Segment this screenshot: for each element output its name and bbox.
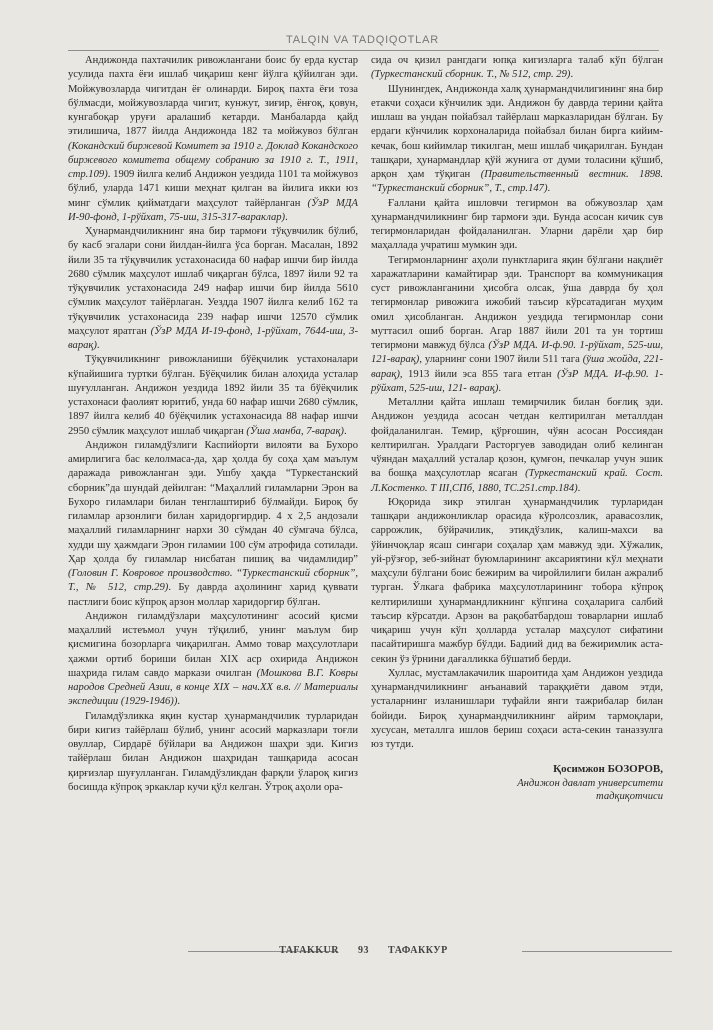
paragraph-text: Ғаллани қайта ишловчи тегирмон ва обжувозлар ҳам ҳунармандчиликнинг бир тармоғи эди. Бунда асосан кичик сув тегирмонларидан фойдаланилган. Уларни дарёли ҳар бир маҳаллада учратиш мумкин эди. bbox=[371, 197, 663, 252]
paragraph-text: . bbox=[177, 696, 180, 708]
paragraph bbox=[68, 225, 358, 353]
paragraph-text: . bbox=[285, 211, 288, 223]
citation: (Кокандский биржевой Комитет за 1910 г. Доклад Кокандского биржевого комитета общему собранию за 1910 г. Т., 1911, стр.109) bbox=[68, 140, 358, 180]
footer-text bbox=[68, 945, 659, 956]
author-affiliation-line2: тадқиқотчиси bbox=[596, 790, 663, 802]
citation: (Ўша манба, 7-варақ) bbox=[246, 425, 344, 437]
right-column-text bbox=[371, 54, 663, 752]
paragraph-text: Андижон гиламдўзлиги Каспийорти вилояти ва Бухоро амирлигига бас келолмаса-да, ҳар ҳолда бу соҳа ҳам маълум даражада ривожланган эди. Ушбу ҳақда “Туркестанский сборник”да шундай дейилган: “Маҳаллий гиламларни Эрон ва Бухоро гиламлари билан тенглаштириб бўлмайди. Бироқ бу гиламлар арзонлиги билан харидоргирдир. 4 х 2,5 андозали маҳаллий гиламларнинг нархи 30 сўмдан 40 сўмгача бўлса, худди шу ҳажмдаги Эрон гиламии 100 сўм атрофида сотилади. Ҳар ҳолда бу гиламлар нисбатан пишиқ ва чидамлидир” bbox=[68, 439, 358, 565]
paragraph-text: . bbox=[577, 482, 581, 494]
paragraph-text: Андижон гиламдўзлари маҳсулотининг асосий қисми маҳаллий истеъмол учун тўқилиб, унинг маълум бир қисмигина бозорларга чиқарилган. Аммо товар маҳсулотлари ҳажми ортиб бориши билан XIX аср охирида Андижон шаҳрида гилам савдо маркази очилган bbox=[68, 610, 358, 679]
paragraph-text: Тўқувчиликнинг ривожланиши бўёқчилик устахоналари кўпайишига туртки бўлган. Бўёқчилик билан алоҳида усталар шуғулланган. Андижон уездида 1892 йили 35 та бўёқчилик устахонаси фаолият юритиб, унда 60 нафар ишчи 2680 сўмлик, 1897 йилга келиб 40 бўёқчилик устахонасида 88 нафар ишчи 2950 сўмлик маҳсулот ишлаб чиқарган bbox=[68, 354, 358, 437]
paragraph bbox=[371, 496, 663, 667]
paragraph-text: . bbox=[343, 425, 347, 437]
paragraph-text: Хуллас, мустамлакачилик шароитида ҳам Андижон уездида ҳунармандчиликнинг анъанавий тараққиёти давом этди, усталарнинг изланишлари туфайли янги тажрибалар билан бойиди. Бироқ ҳунармандчиликнинг айрим тармоқлари, хусусан, металлга ишлов бериш соҳаси аста-секин таназзулга юз тутди. bbox=[371, 667, 663, 750]
citation: (ЎзР МДА. И-ф.90. 1-рўйхат, 525-иш, 121- варақ) bbox=[371, 368, 663, 394]
citation: (ЎзР МДА И-19-фонд, 1-рўйхат, 7644-иш, 3-варақ) bbox=[68, 325, 358, 351]
paragraph bbox=[371, 396, 663, 496]
paragraph-text: Металлни қайта ишлаш темирчилик билан боғлиқ эди. Андижон уездида асосан четдан келтирилган металлдан фойдаланилган. Темир, қўрғошин, чўян асосан Россиядан келтирилган. Уралдаги Расторгуев заводидан олиб келинган чўяндан маҳаллий усталар қозон, қумғон, печкалар учун эшик ва бошқа маҳсулотлар ясаган bbox=[371, 397, 663, 480]
paragraph bbox=[371, 197, 663, 254]
author-block bbox=[371, 762, 663, 802]
paragraph-text: Ҳунармандчиликнинг яна бир тармоғи тўқувчилик бўлиб, бу касб эгалари сони йилдан-йилга ўса борган. Масалан, 1892 йили 35 та тўқувчилик устахонасида 60 нафар ишчи бир йилда 2680 сўмлик маҳсулот ишлаб чиқарган бўлса, 1897 йили 92 та тўқувчилик устахонасида 249 нафар ишчи бир йилда 5610 сўмлик маҳсулот тайёрлаган. Уездда 1907 йилга келиб 162 та тўқувчилик устахонасида 239 нафар ишчи 12570 сўмлик маҳсулот яратган bbox=[68, 226, 358, 337]
paragraph bbox=[68, 610, 358, 710]
paragraph-text: Андижонда пахтачилик ривожлангани боис бу ерда кустар усулида пахта ёғи ишлаб чиқариш кенг йўлга қўйилган эди. Мойжувозларда чигитдан ёғ олинарди. Бироқ пахта ёғи тоза бўлмасди, мойжувозларда чигит, кунжут, зиғир, ёнғоқ, қовун, кунгабоқар уруғи аралашиб кетарди. Манбаларда қайд этилишича, 1877 йилда Андижонда 182 та мойжувоз бўлган bbox=[68, 55, 358, 138]
page-footer bbox=[68, 945, 659, 957]
header-rule bbox=[68, 50, 659, 51]
citation: (Туркестанский край. Сост. Л.Костенко. Т III,СПб, 1880, ТС.251.стр.184) bbox=[371, 468, 664, 494]
page-number: 93 bbox=[358, 945, 370, 956]
paragraph-text: . bbox=[96, 340, 100, 351]
citation: (ЎзР МДА. И-ф.90. 1-рўйхат, 525-иш, 121-варақ) bbox=[371, 340, 663, 366]
citation: (Мошкова В.Г. Ковры народов Средней Азии, в конце XIX – нач.XX в.в. // Материалы экспедиции (1929-1946)) bbox=[68, 667, 358, 708]
paragraph bbox=[371, 54, 663, 83]
paragraph bbox=[68, 353, 358, 439]
paragraph bbox=[68, 439, 358, 610]
paragraph-text: сида оч қизил рангдаги юпқа кигизларга талаб кўп бўлган bbox=[371, 55, 663, 66]
paragraph-text: . Бу даврда аҳолининг харид қуввати пастлиги боис кўпроқ арзон моллар харидоргир бўлган. bbox=[68, 582, 358, 608]
author-affiliation-line1: Андижон давлат университети bbox=[517, 777, 663, 789]
paragraph-text: , 1913 йили эса 855 тага етган bbox=[399, 368, 558, 380]
citation: (Головин Г. Ковровое производство. “Туркестанский сборник”, Т., № 512, стр.29) bbox=[68, 568, 358, 594]
footer-left-title: TAFAKKUR bbox=[279, 945, 340, 956]
right-column bbox=[371, 54, 663, 803]
citation: (ўша жойда, 221-варақ) bbox=[371, 354, 663, 380]
paragraph bbox=[371, 83, 663, 197]
paragraph bbox=[371, 254, 663, 397]
paragraph-text: . bbox=[570, 69, 574, 81]
paragraph-text: Тегирмонларнинг аҳоли пунктларига яқин бўлгани нақлиёт харажатларини камайтирар эди. Транспорт ва коммуникация суст ривожланганини ҳисобга олсак, ўша даврда бу ҳол тегирмонлар ривожига ижобий таъсир кўрсатадиган муҳим омил ҳисобланган. Андижон уездида тегирмонлар сони муттасил ошиб борган. Агар 1887 йили 201 та ун тортиш тегирмони мавжуд бўлса bbox=[371, 254, 663, 351]
paragraph bbox=[371, 667, 663, 753]
paragraph-text: , уларнинг сони 1907 йили 511 тага bbox=[419, 354, 583, 366]
paragraph-text: Гиламдўзликка яқин кустар ҳунармандчилик турларидан бири кигиз тайёрлаш бўлиб, унинг асосий марказлари тоғли овуллар, Сирдарё бўйлари ва Андижон шаҳри эди. Кигиз тайёрлаш билан Андижон шаҳридан ташқарида асосан қирғизлар шуғулланган. Гиламдўзликдан фарқли ўлароқ кигиз босишда кўпроқ эркаклар кучи қўл келган. Ўтроқ аҳоли ора- bbox=[68, 710, 358, 793]
paragraph-text: . bbox=[498, 382, 501, 394]
left-column bbox=[68, 54, 358, 795]
paragraph-text: . 1909 йилга келиб Андижон уездида 1101 та мойжувоз бўлиб, уларда 1471 киши меҳнат қилган ва йилига икки юз минг сўмлик қийматдаги маҳсулот тайёрланган bbox=[68, 169, 358, 209]
running-header: TALQIN VA TADQIQOTLAR bbox=[286, 34, 439, 46]
citation: (ЎзР МДА И-90-фонд, 1-рўйхат, 75-иш, 315-317-вараклар) bbox=[68, 197, 358, 223]
footer-right-title: ТАФАККУР bbox=[388, 945, 448, 956]
paragraph-text: . bbox=[547, 183, 551, 195]
paragraph-text: Юқорида зикр этилган ҳунармандчилик турларидан ташқари андижонликлар орасида кўролсозлик, аравасозлик, саррожлик, бўйрачилик, этикдўзлик, калиш-махси ва ўйинчоқлар ясаш сингари соҳалар ҳам мавжуд эди. Хўжалик, уй-рўзғор, зеб-зийнат буюмларининг аксариятини кўл меҳнати маҳсули бўлгани боис бежирим ва чиройлилиги билан ажралиб турган. Ўлкага фабрика маҳсулотларининг тобора кўпроқ келтирилиши ҳунармандликнинг кўпгина соҳаларига салбий таъсир кўрсатди. Арзон ва рақобатбардош товарларни ишлаб чиқариш учун кўп ҳолларда усталар маҳсулот сифатини пасайтиришга мажбур бўлди. Бадиий дид ва бежиримлик аста-секин ўз ўрнини дағалликка бўшатиб берди. bbox=[371, 496, 663, 665]
citation: (Туркестанский сборник. Т., № 512, стр. 29) bbox=[371, 69, 571, 81]
author-name: Қосимжон БОЗОРОВ, bbox=[553, 763, 663, 776]
citation: (Правительственный вестник. 1898. “Туркестанский сборник”, Т., стр.147) bbox=[371, 169, 663, 195]
paragraph-text: Шунингдек, Андижонда халқ ҳунармандчилигининг яна бир етакчи соҳаси кўнчилик эди. Андижон бу даврда терини қайта ишлаш ва ундан пойабзал тайёрлаш марказларидан бўлган. Бу ердаги кўнчилик корхоналарида пойабзал билан бирга кийим-кечак, бош кийимлар тикилган, меш ишлаб чиқарилган. Бундан ташқари, ҳунармандлар қўй жунига от думи толасини қўшиб, арқон ҳам тўқиган bbox=[371, 83, 663, 180]
paragraph bbox=[68, 54, 358, 225]
paragraph bbox=[68, 710, 358, 796]
